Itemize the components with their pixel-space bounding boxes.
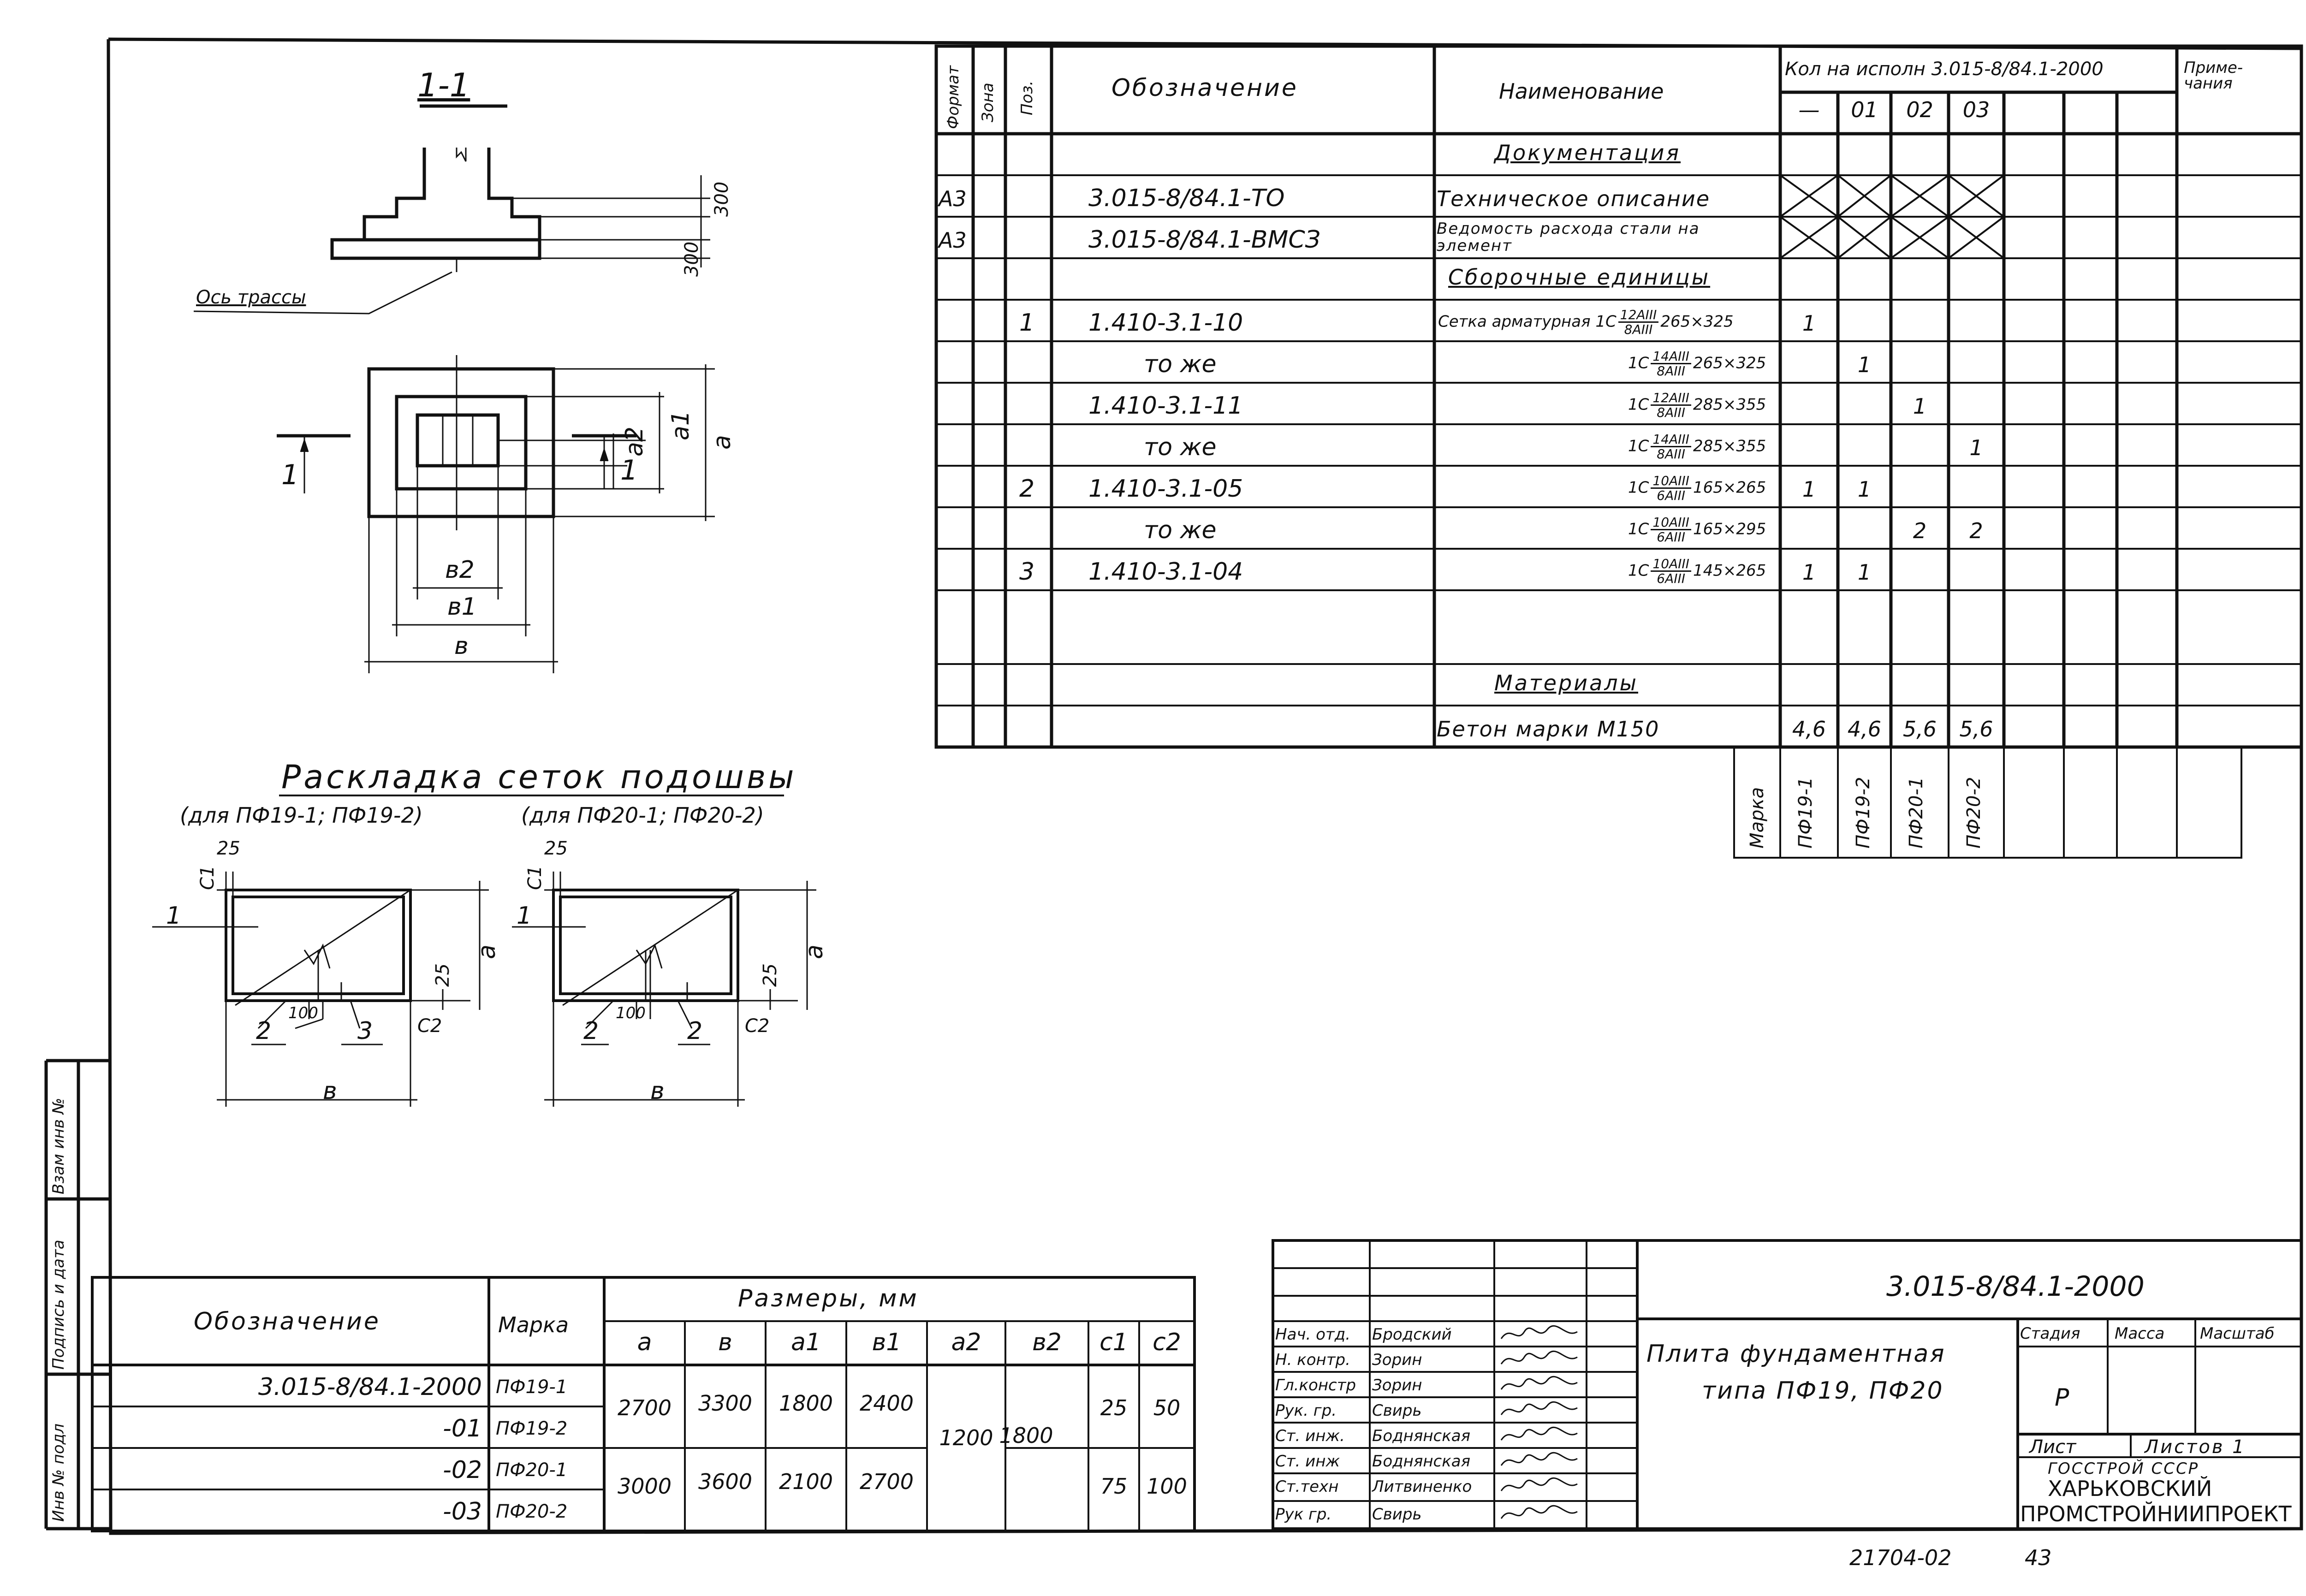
left-pos2: 2: [256, 1017, 272, 1045]
layout-sub2: (для ПФ20-1; ПФ20-2): [521, 803, 764, 828]
spec-qty: 1: [1913, 394, 1927, 419]
dims-col-head: в: [718, 1329, 732, 1356]
rebar-numerator: 10AIII: [1651, 474, 1691, 489]
spec-h-designation: Обозначение: [1111, 74, 1298, 102]
stamp-role: Нач. отд.: [1275, 1325, 1351, 1344]
marka-value: ПФ20-1: [1906, 777, 1927, 848]
rebar-numerator: 14AIII: [1651, 350, 1691, 364]
stamp-stage-h: Стадия: [2020, 1324, 2080, 1343]
spec-name-prefix: Сетка арматурная 1С: [1438, 312, 1617, 331]
dims-h-sizes: Размеры, мм: [738, 1285, 919, 1312]
right-25-right: 25: [760, 963, 781, 987]
spec-h-notes: Приме- чания: [2184, 59, 2243, 93]
qty-col-head: 03: [1962, 97, 1990, 122]
spec-h-format: Формат: [944, 65, 963, 129]
dims-col-head: в1: [872, 1329, 902, 1356]
spec-qty: 1: [1802, 311, 1816, 336]
stamp-person: Зорин: [1372, 1376, 1422, 1394]
marka-value: ПФ19-2: [1853, 777, 1874, 848]
spec-name: [1628, 433, 1766, 461]
dims-mark: ПФ19-1: [496, 1376, 568, 1398]
spec-designation: 1.410-3.1-11: [1088, 392, 1243, 420]
spec-name-prefix: 1С: [1628, 437, 1649, 456]
spec-name: [1628, 474, 1766, 503]
rebar-denominator: 8AIII: [1624, 322, 1653, 338]
marka-value: ПФ20-2: [1963, 777, 1985, 848]
left-pos1: 1: [166, 902, 182, 930]
spec-name-prefix: 1С: [1628, 478, 1649, 497]
spec-name: [1438, 308, 1734, 337]
g1-c1: 25: [1100, 1395, 1128, 1420]
signature-icon: [1497, 1399, 1584, 1422]
right-c2: С2: [745, 1015, 770, 1037]
spec-qty: 1: [1802, 477, 1816, 502]
rebar-denominator: 8AIII: [1657, 363, 1686, 379]
left-c2: С2: [417, 1015, 442, 1037]
mesh-size: 265×325: [1693, 354, 1766, 373]
rebar-denominator: 6AIII: [1657, 488, 1686, 504]
stamp-title-2: типа ПФ19, ПФ20: [1702, 1377, 1944, 1405]
left-c1: С1: [197, 865, 218, 890]
dim-bottom: 300: [681, 241, 702, 277]
mesh-size: 145×265: [1693, 561, 1766, 580]
signature-icon: [1497, 1348, 1584, 1371]
left-a: а: [473, 944, 501, 959]
val-a2: 1200: [939, 1425, 993, 1450]
spec-designation: то же: [1144, 350, 1217, 378]
left-25-right: 25: [432, 963, 453, 987]
strip-vzam: Взам инв №: [49, 1098, 68, 1194]
dim-b1: в1: [447, 593, 477, 621]
spec-qty: 5,6: [1902, 717, 1937, 742]
right-a: а: [801, 944, 828, 959]
dims-designation: 3.015-8/84.1-2000: [258, 1373, 482, 1401]
spec-designation: 1.410-3.1-04: [1088, 558, 1243, 586]
spec-section-heading: Материалы: [1494, 670, 1638, 695]
rebar-fraction: [1651, 391, 1691, 420]
right-c1: С1: [524, 865, 546, 890]
spec-name: Бетон марки М150: [1437, 717, 1660, 742]
spec-qty: 4,6: [1792, 717, 1826, 742]
marka-value: ПФ19-1: [1795, 777, 1816, 848]
dim-b: в: [454, 632, 469, 660]
dims-col-head: а: [637, 1329, 652, 1356]
rebar-fraction: [1651, 350, 1691, 378]
stamp-person: Боднянская: [1372, 1452, 1471, 1471]
dims-h-designation: Обозначение: [194, 1308, 380, 1335]
stamp-person: Свирь: [1372, 1401, 1422, 1420]
signature-icon: [1497, 1373, 1584, 1396]
g1-a1: 1800: [779, 1391, 833, 1416]
marka-label: Марка: [1747, 787, 1768, 848]
layout-sub1: (для ПФ19-1; ПФ19-2): [180, 803, 423, 828]
stamp-sheets: Листов 1: [2145, 1436, 2246, 1458]
spec-designation: то же: [1144, 516, 1217, 544]
spec-designation: то же: [1144, 433, 1217, 461]
spec-name: [1628, 516, 1766, 544]
mesh-size: 285×355: [1693, 437, 1766, 456]
rebar-denominator: 8AIII: [1657, 446, 1686, 462]
stamp-stage: Р: [2055, 1384, 2069, 1412]
g2-c1: 75: [1100, 1474, 1128, 1499]
g1-c2: 50: [1153, 1395, 1181, 1420]
stamp-role: Н. контр.: [1275, 1351, 1350, 1369]
stamp-role: Ст.техн: [1275, 1477, 1339, 1496]
mesh-size: 165×265: [1693, 478, 1766, 497]
stamp-org2: ХАРЬКОВСКИЙ: [2048, 1476, 2212, 1501]
spec-name: [1628, 391, 1766, 420]
signature-icon: [1497, 1323, 1584, 1346]
mesh-size: 285×355: [1693, 395, 1766, 414]
spec-pos: 2: [1019, 475, 1035, 503]
dims-col-head: с1: [1100, 1329, 1128, 1356]
spec-format: А3: [939, 186, 967, 211]
right-pos2a: 2: [583, 1017, 599, 1045]
stamp-org3: ПРОМСТРОЙНИИПРОЕКТ: [2020, 1501, 2292, 1526]
stamp-role: Ст. инж: [1275, 1452, 1340, 1471]
g2-b: 3600: [698, 1469, 753, 1494]
dims-col-head: а1: [791, 1329, 821, 1356]
strip-podpis: Подпись и дата: [49, 1240, 68, 1370]
rebar-denominator: 6AIII: [1657, 571, 1686, 587]
g2-a1: 2100: [779, 1469, 833, 1494]
footer-page: 43: [2025, 1545, 2052, 1570]
spec-format: А3: [939, 228, 967, 253]
section-mark-left: 1: [281, 459, 299, 491]
spec-designation: 1.410-3.1-05: [1088, 475, 1243, 503]
rebar-numerator: 12AIII: [1651, 391, 1691, 406]
spec-designation: 3.015-8/84.1-ТО: [1088, 184, 1285, 212]
stamp-role: Гл.констр: [1275, 1376, 1356, 1394]
left-100: 100: [288, 1004, 318, 1022]
dims-designation: -01: [443, 1415, 482, 1442]
rebar-denominator: 8AIII: [1657, 405, 1686, 421]
right-100: 100: [616, 1004, 646, 1022]
right-b: в: [650, 1077, 665, 1105]
left-pos3: 3: [357, 1017, 373, 1045]
spec-name-prefix: 1С: [1628, 561, 1649, 580]
section-title: 1-1: [417, 66, 470, 104]
dims-designation: -03: [443, 1498, 482, 1525]
val-b2: 1800: [999, 1423, 1053, 1448]
rebar-fraction: [1651, 516, 1691, 544]
spec-qty: 4,6: [1847, 717, 1882, 742]
rebar-numerator: 10AIII: [1651, 516, 1691, 530]
dims-mark: ПФ20-2: [496, 1501, 568, 1522]
spec-qty: 5,6: [1959, 717, 1993, 742]
dim-a1: a1: [667, 410, 695, 440]
right-pos1: 1: [517, 902, 532, 930]
signature-icon: [1497, 1424, 1584, 1447]
stamp-person: Свирь: [1372, 1505, 1422, 1524]
stamp-title-1: Плита фундаментная: [1646, 1340, 1946, 1368]
rebar-numerator: 12AIII: [1618, 308, 1659, 323]
spec-qty: 1: [1969, 435, 1983, 460]
spec-name: Техническое описание: [1437, 186, 1711, 211]
spec-h-name: Наименование: [1499, 79, 1664, 104]
dim-b2: в2: [445, 556, 475, 584]
stamp-code: 3.015-8/84.1-2000: [1886, 1270, 2145, 1303]
footer-num: 21704-02: [1849, 1545, 1952, 1570]
rebar-fraction: [1651, 557, 1691, 586]
spec-h-pos: Поз.: [1018, 80, 1036, 115]
spec-pos: 3: [1019, 558, 1035, 586]
spec-pos: 1: [1019, 309, 1035, 337]
spec-section-heading: Документация: [1494, 140, 1681, 165]
stamp-role: Ст. инж.: [1275, 1427, 1345, 1445]
stamp-sheet: Лист: [2029, 1436, 2076, 1458]
left-25-top: 25: [217, 838, 240, 859]
dims-h-mark: Марка: [498, 1312, 569, 1337]
spec-name: Ведомость расхода стали на элемент: [1437, 220, 1700, 255]
dim-a: a: [708, 435, 736, 450]
rebar-fraction: [1651, 474, 1691, 503]
rebar-numerator: 14AIII: [1651, 433, 1691, 447]
spec-qty: 2: [1969, 518, 1983, 543]
stamp-org1: ГОССТРОЙ СССР: [2048, 1460, 2199, 1478]
g1-b: 3300: [698, 1391, 753, 1416]
stamp-role: Рук. гр.: [1275, 1401, 1337, 1420]
layout-title: Раскладка сеток подошвы: [281, 758, 797, 796]
g2-a: 3000: [617, 1474, 672, 1499]
spec-qty: 1: [1857, 477, 1872, 502]
dims-designation: -02: [443, 1456, 482, 1484]
dims-mark: ПФ19-2: [496, 1418, 568, 1439]
right-25-top: 25: [544, 838, 568, 859]
stamp-scale-h: Масштаб: [2200, 1324, 2275, 1343]
right-pos2b: 2: [687, 1017, 703, 1045]
dims-col-head: в2: [1032, 1329, 1062, 1356]
spec-qty: 1: [1857, 352, 1872, 377]
dim-a2: a2: [621, 427, 648, 457]
spec-name-prefix: 1С: [1628, 520, 1649, 539]
g2-c2: 100: [1147, 1474, 1187, 1499]
stamp-person: Боднянская: [1372, 1427, 1471, 1445]
spec-h-qty: Кол на исполн 3.015-8/84.1-2000: [1785, 59, 2104, 80]
qty-col-head: 01: [1851, 97, 1878, 122]
axis-label: Ось трассы: [196, 287, 306, 308]
spec-name: [1628, 557, 1766, 586]
signature-icon: [1497, 1449, 1584, 1472]
dims-col-head: с2: [1153, 1329, 1181, 1356]
spec-designation: 1.410-3.1-10: [1088, 309, 1243, 337]
spec-h-zone: Зона: [979, 83, 997, 122]
stamp-mass-h: Масса: [2115, 1324, 2165, 1343]
spec-designation: 3.015-8/84.1-ВМСЗ: [1088, 226, 1320, 254]
stamp-person: Зорин: [1372, 1351, 1422, 1369]
spec-name-prefix: 1С: [1628, 395, 1649, 414]
g2-b1: 2700: [859, 1469, 914, 1494]
spec-name: [1628, 350, 1766, 378]
left-b: в: [323, 1077, 337, 1105]
stamp-person: Литвиненко: [1372, 1477, 1472, 1496]
signature-icon: [1497, 1502, 1584, 1525]
spec-qty: 2: [1913, 518, 1927, 543]
section-mark-right: 1: [620, 454, 638, 487]
mesh-size: 165×295: [1693, 520, 1766, 539]
dims-mark: ПФ20-1: [496, 1460, 568, 1481]
dims-col-head: а2: [951, 1329, 981, 1356]
rebar-fraction: [1618, 308, 1659, 337]
g1-b1: 2400: [859, 1391, 914, 1416]
dim-top: 300: [711, 181, 732, 217]
spec-qty: 1: [1857, 560, 1872, 585]
rebar-denominator: 6AIII: [1657, 529, 1686, 545]
qty-col-head: 02: [1906, 97, 1933, 122]
g1-a: 2700: [617, 1395, 672, 1420]
mesh-size: 265×325: [1660, 312, 1734, 331]
stamp-person: Бродский: [1372, 1325, 1452, 1344]
rebar-numerator: 10AIII: [1651, 557, 1691, 572]
qty-col-head: —: [1798, 97, 1820, 122]
signature-icon: [1497, 1475, 1584, 1498]
strip-inv-podl: Инв № подл: [49, 1424, 68, 1522]
spec-section-heading: Сборочные единицы: [1448, 265, 1711, 290]
spec-name-prefix: 1С: [1628, 354, 1649, 373]
rebar-fraction: [1651, 433, 1691, 461]
spec-qty: 1: [1802, 560, 1816, 585]
stamp-role: Рук гр.: [1275, 1505, 1332, 1524]
